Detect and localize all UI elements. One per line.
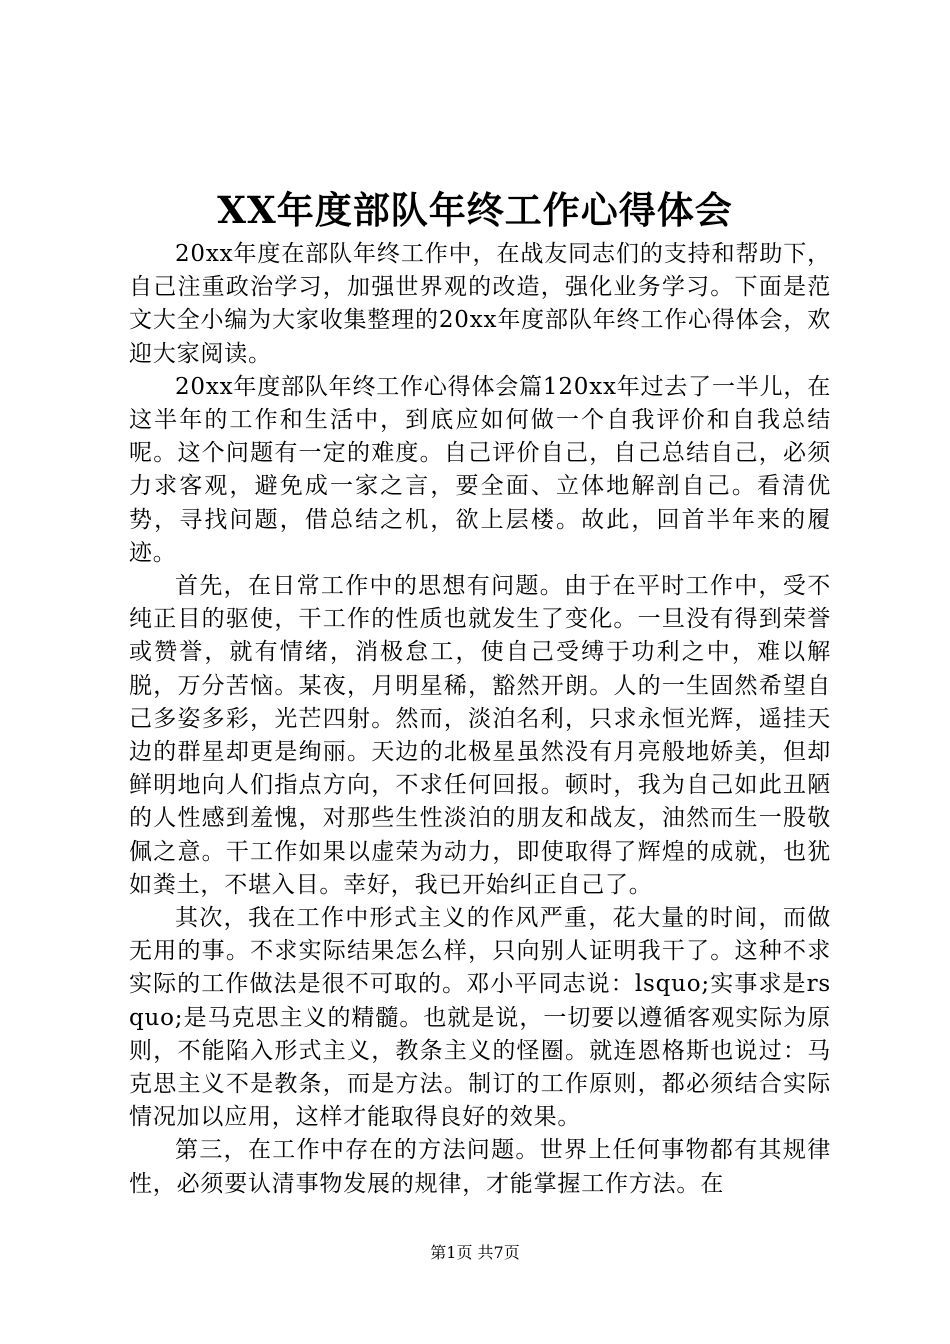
document-body (129, 238, 831, 1201)
paragraph: 其次，我在工作中形式主义的作风严重，花大量的时间，而做无用的事。不求实际结果怎么样，只向别人证明我干了。这种不求实际的工作做法是很不可取的。邓小平同志说：lsquo;实事求是rsquo;是马克思主义的精髓。也就是说，一切要以遵循客观实际为原则，不能陷入形式主义，教条主义的怪圈。就连恩格斯也说过：马克思主义不是教条，而是方法。制订的工作原则，都必须结合实际情况加以应用，这样才能取得良好的效果。 (129, 905, 831, 1131)
paragraph: 20xx年度部队年终工作心得体会篇120xx年过去了一半儿，在这半年的工作和生活中，到底应如何做一个自我评价和自我总结呢。这个问题有一定的难度。自己评价自己，自己总结自己，必须力求客观，避免成一家之言，要全面、立体地解剖自己。看清优势，寻找问题，借总结之机，欲上层楼。故此，回首半年来的履迹。 (129, 373, 831, 566)
paragraph: 首先，在日常工作中的思想有问题。由于在平时工作中，受不纯正目的驱使，干工作的性质也就发生了变化。一旦没有得到荣誉或赞誉，就有情绪，消极怠工，使自己受缚于功利之中，难以解脱，万分苦恼。某夜，月明星稀，豁然开朗。人的一生固然希望自己多姿多彩，光芒四射。然而，淡泊名利，只求永恒光辉，遥挂天边的群星却更是绚丽。天边的北极星虽然没有月亮般地娇美，但却鲜明地向人们指点方向，不求任何回报。顿时，我为自己如此丑陋的人性感到羞愧，对那些生性淡泊的朋友和战友，油然而生一股敬佩之意。干工作如果以虚荣为动力，即使取得了辉煌的成就，也犹如粪土，不堪入目。幸好，我已开始纠正自己了。 (129, 573, 831, 898)
document-title: XX年度部队年终工作心得体会 (217, 188, 733, 232)
page-footer: 第1页 共7页 (430, 1243, 520, 1262)
paragraph: 第三，在工作中存在的方法问题。世界上任何事物都有其规律性，必须要认清事物发展的规律，才能掌握工作方法。在 (129, 1137, 831, 1197)
paragraph: 20xx年度在部队年终工作中，在战友同志们的支持和帮助下，自己注重政治学习，加强世界观的改造，强化业务学习。下面是范文大全小编为大家收集整理的20xx年度部队年终工作心得体会，欢迎大家阅读。 (129, 241, 831, 367)
